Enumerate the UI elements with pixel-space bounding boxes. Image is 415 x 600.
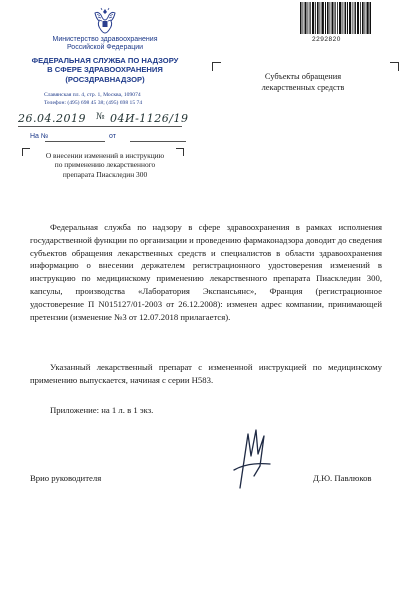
coat-of-arms-emblem (92, 6, 118, 34)
body-paragraph-2: Указанный лекарственный препарат с измененной инструкцией по медицинскому применению выпускается, начиная с серии H583. (30, 362, 382, 385)
signatory-role: Врио руководителя (30, 473, 102, 483)
outgoing-date: 26.04.2019 (18, 112, 86, 125)
recipient-block: Субъекты обращения лекарственных средств (261, 72, 345, 92)
recipient-corner-left (212, 62, 221, 71)
body-paragraph-1: Федеральная служба по надзору в сфере здравоохранения в рамках исполнения государственной функции по организации и проведению фармаконадзора доводит до сведения субъектов обращения лекарственных средств и специалистов в области здравоохранения информацию о внесении держателем регистрационного удостоверения изменений в инструкцию по медицинскому применению лекарственного препарата Пиаскледин 300, капсулы, производства «Лаборатория Экспансьянс», Франция (регистрационное удостоверение П N015127/01-2003 от 26.12.2008): изменен адрес компании, принимающей претензии (изменение №3 от 12.07.2018 прилагается). (30, 222, 382, 322)
subject-corner-left (22, 148, 30, 156)
date-number-underline (18, 126, 182, 127)
reference-label: На № (30, 133, 49, 140)
recipient-corner-right (390, 62, 399, 71)
ministry-name: Министерство здравоохранения Российской Федерации (52, 36, 158, 51)
subject-corner-right (176, 148, 184, 156)
reference-number-line (45, 141, 105, 142)
barcode (300, 2, 372, 34)
attachment-note: Приложение: на 1 л. в 1 экз. (50, 405, 154, 415)
number-sign: № (96, 112, 106, 122)
address: Славянская пл. 4, стр. 1, Москва, 109074 (44, 92, 141, 98)
barcode-number: 2292820 (312, 36, 341, 43)
handwritten-signature (218, 426, 278, 492)
reference-from-label: от (109, 133, 116, 140)
signatory-name: Д.Ю. Павлюков (313, 473, 372, 483)
reference-date-line (130, 141, 186, 142)
subject-block: О внесении изменений в инструкцию по применению лекарственного препарата Пиаскледин 300 (45, 151, 165, 179)
outgoing-number: 04И-1126/19 (110, 112, 189, 125)
phone: Телефон: (495) 698 45 38; (495) 698 15 74 (44, 100, 143, 106)
service-abbreviation: (РОСЗДРАВНАДЗОР) (65, 75, 145, 84)
service-name: ФЕДЕРАЛЬНАЯ СЛУЖБА ПО НАДЗОРУ В СФЕРЕ ЗДРАВООХРАНЕНИЯ (31, 56, 179, 74)
